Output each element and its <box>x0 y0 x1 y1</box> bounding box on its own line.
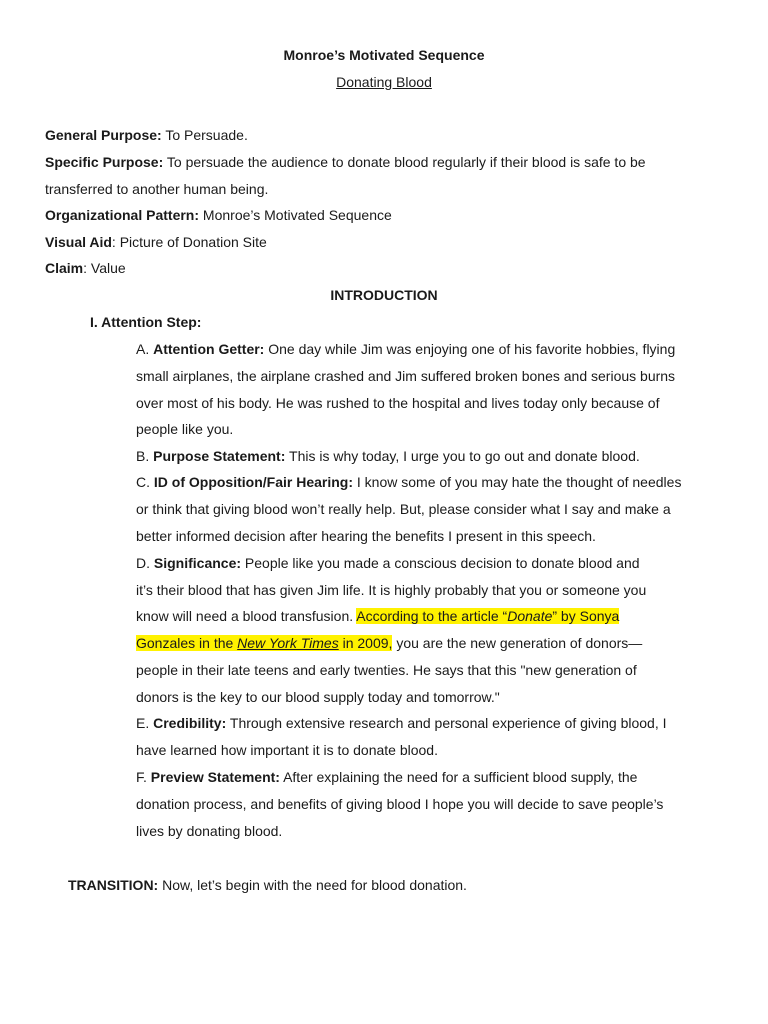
specific-purpose-line: Specific Purpose: To persuade the audience to donate blood regularly if their blood is safe to be <box>45 154 646 170</box>
transition-line: TRANSITION: Now, let’s begin with the need for blood donation. <box>68 877 467 893</box>
document-title: Monroe’s Motivated Sequence <box>283 47 485 63</box>
claim-line: Claim: Value <box>45 260 126 276</box>
general-purpose-line: General Purpose: To Persuade. <box>45 127 248 143</box>
document-subtitle: Donating Blood <box>336 74 432 90</box>
visual-aid-line: Visual Aid: Picture of Donation Site <box>45 234 267 250</box>
significance-line: D. Significance: People like you made a conscious decision to donate blood and <box>136 555 640 571</box>
preview-statement-line-3: lives by donating blood. <box>136 823 283 839</box>
preview-statement-line: F. Preview Statement: After explaining the need for a sufficient blood supply, the <box>136 769 638 785</box>
attention-getter-line-4: people like you. <box>136 421 234 437</box>
introduction-heading: INTRODUCTION <box>330 287 438 303</box>
attention-step-heading: I. Attention Step: <box>90 314 202 330</box>
citation-highlight-continued: Gonzales in the New York Times in 2009, <box>136 635 393 651</box>
new-york-times-link[interactable]: New York Times <box>237 635 339 651</box>
significance-line-5: people in their late teens and early twenties. He says that this "new generation of <box>136 662 637 678</box>
attention-getter-line-3: over most of his body. He was rushed to the hospital and lives today only because of <box>136 395 660 411</box>
specific-purpose-continuation: transferred to another human being. <box>45 181 269 197</box>
significance-line-4: Gonzales in the New York Times in 2009, you are the new generation of donors— <box>136 635 643 651</box>
citation-highlight: According to the article “Donate” by Sonya <box>356 608 620 624</box>
credibility-line: E. Credibility: Through extensive research and personal experience of giving blood, I <box>136 715 667 731</box>
preview-statement-line-2: donation process, and benefits of giving blood I hope you will decide to save people’s <box>136 796 664 812</box>
opposition-line: C. ID of Opposition/Fair Hearing: I know some of you may hate the thought of needles <box>136 474 682 490</box>
credibility-line-2: have learned how important it is to donate blood. <box>136 742 438 758</box>
significance-line-2: it’s their blood that has given Jim life. It is highly probably that you or someone you <box>136 582 647 598</box>
significance-line-3: know will need a blood transfusion. According to the article “Donate” by Sonya <box>136 608 620 624</box>
purpose-statement-line: B. Purpose Statement: This is why today, I urge you to go out and donate blood. <box>136 448 640 464</box>
attention-getter-line: A. Attention Getter: One day while Jim was enjoying one of his favorite hobbies, flying <box>136 341 676 357</box>
attention-getter-line-2: small airplanes, the airplane crashed and Jim suffered broken bones and serious burns <box>136 368 676 384</box>
significance-line-6: donors is the key to our blood supply today and tomorrow." <box>136 689 500 705</box>
opposition-line-2: or think that giving blood won’t really help. But, please consider what I say and make a <box>136 501 671 517</box>
opposition-line-3: better informed decision after hearing the benefits I present in this speech. <box>136 528 596 544</box>
organizational-pattern-line: Organizational Pattern: Monroe’s Motivated Sequence <box>45 207 392 223</box>
